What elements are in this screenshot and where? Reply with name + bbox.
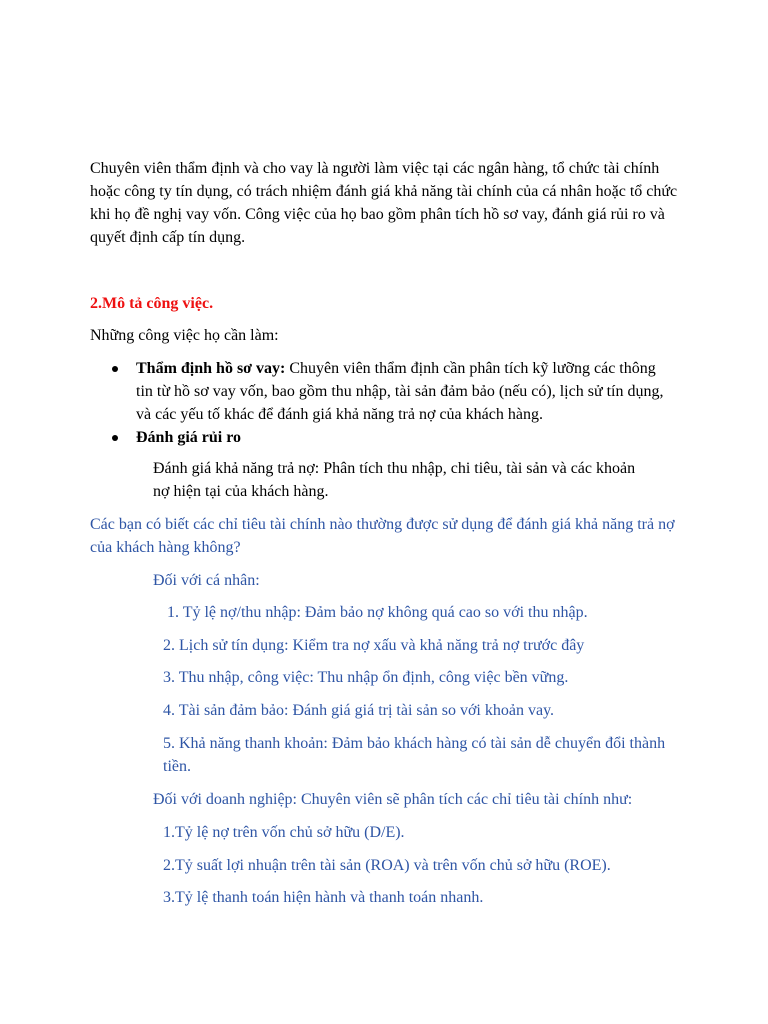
bullet-title: Đánh giá rủi ro [136,429,242,446]
individual-item: 4. Tài sản đảm bảo: Đánh giá giá trị tài sản so với khoản vay. [163,702,555,719]
bullet-item [90,426,690,449]
bullet-dot-icon [112,435,118,441]
bullet-dot-icon [112,366,118,372]
question-text: Các bạn có biết các chỉ tiêu tài chính nào thường được sử dụng để đánh giá khả năng trả nợ của khách hàng không? [90,516,675,556]
risk-note: Đánh giá khả năng trả nợ: Phân tích thu nhập, chi tiêu, tài sản và các khoản nợ hiện tại của khách hàng. [153,460,636,500]
business-item: 3.Tỷ lệ thanh toán hiện hành và thanh toán nhanh. [163,889,484,906]
bullet-item [90,357,676,426]
section-heading: 2.Mô tả công việc. [90,295,214,312]
business-item: 1.Tỷ lệ nợ trên vốn chủ sở hữu (D/E). [163,824,405,841]
individual-item: 3. Thu nhập, công việc: Thu nhập ổn định, công việc bền vững. [163,669,569,686]
bullet-text: Chuyên viên thẩm định cần phân tích kỹ lưỡng các thông tin từ hồ sơ vay vốn, bao gồm thu nhập, tài sản đảm bảo (nếu có), lịch sử tín dụng, và các yếu tố khác để đánh giá khả năng trả nợ của khách hàng. [136,360,664,423]
individual-item: 2. Lịch sử tín dụng: Kiểm tra nợ xấu và khả năng trả nợ trước đây [163,637,585,654]
task-bullet-list [90,357,690,449]
individual-item: 1. Tỷ lệ nợ/thu nhập: Đảm bảo nợ không quá cao so với thu nhập. [163,604,588,621]
intro-paragraph: Chuyên viên thẩm định và cho vay là người làm việc tại các ngân hàng, tổ chức tài chính hoặc công ty tín dụng, có trách nhiệm đánh giá khả năng tài chính của cá nhân hoặc tổ chức khi họ đề nghị vay vốn. Công việc của họ bao gồm phân tích hồ sơ vay, đánh giá rủi ro và quyết định cấp tín dụng. [90,160,678,246]
individual-heading: Đối với cá nhân: [153,572,260,589]
business-item: 2.Tỷ suất lợi nhuận trên tài sản (ROA) và trên vốn chủ sở hữu (ROE). [163,857,611,874]
lead-text: Những công việc họ cần làm: [90,327,279,344]
business-heading: Đối với doanh nghiệp: Chuyên viên sẽ phân tích các chỉ tiêu tài chính như: [153,791,633,808]
bullet-title: Thẩm định hồ sơ vay: [136,360,286,377]
individual-item: 5. Khả năng thanh khoản: Đảm bảo khách hàng có tài sản dễ chuyển đổi thành tiền. [163,735,666,775]
